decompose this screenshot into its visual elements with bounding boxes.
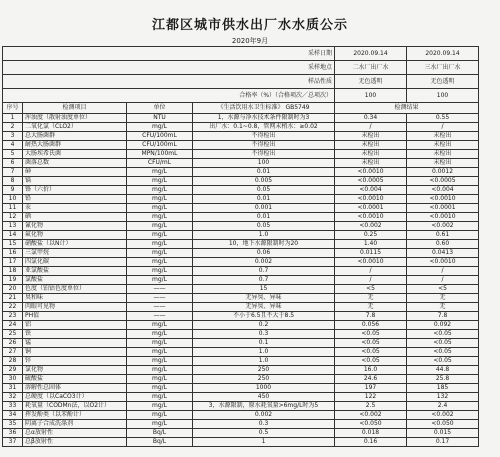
row-item: 总α放射性 bbox=[23, 429, 127, 438]
row-result-plant2: 无 bbox=[335, 303, 407, 312]
row-standard: 1，水源与净水技术条件限制时为3 bbox=[193, 114, 335, 123]
row-unit: mg/L bbox=[127, 258, 193, 267]
row-unit: mg/L bbox=[127, 321, 193, 330]
row-result-plant2: 0.0115 bbox=[335, 249, 407, 258]
table-row bbox=[3, 312, 479, 321]
table-row bbox=[3, 267, 479, 276]
row-result-plant2: 1.40 bbox=[335, 240, 407, 249]
row-unit: Bq/L bbox=[127, 438, 193, 447]
row-number: 13 bbox=[3, 222, 23, 231]
row-number: 29 bbox=[3, 366, 23, 375]
row-unit: mg/L bbox=[127, 222, 193, 231]
row-result-plant2: 0.25 bbox=[335, 231, 407, 240]
row-item: 大肠埃希氏菌 bbox=[23, 150, 127, 159]
row-result-plant2: <0.0010 bbox=[335, 258, 407, 267]
col-standard: 《生活饮用水卫生标准》 GB5749 bbox=[193, 103, 335, 114]
column-header-row bbox=[3, 103, 479, 114]
header-value-plant3: 2020.09.14 bbox=[407, 47, 479, 61]
row-number: 17 bbox=[3, 258, 23, 267]
row-item: 铜 bbox=[23, 348, 127, 357]
row-result-plant3: 未检出 bbox=[407, 159, 479, 168]
table-row bbox=[3, 294, 479, 303]
row-item: 耐热大肠菌群 bbox=[23, 141, 127, 150]
row-result-plant3: <0.0010 bbox=[407, 195, 479, 204]
row-standard: 1.0 bbox=[193, 357, 335, 366]
row-standard: 1 bbox=[193, 438, 335, 447]
row-standard: 15 bbox=[193, 285, 335, 294]
row-number: 34 bbox=[3, 411, 23, 420]
table-row bbox=[3, 303, 479, 312]
row-number: 5 bbox=[3, 150, 23, 159]
row-unit: mg/L bbox=[127, 267, 193, 276]
row-number: 31 bbox=[3, 384, 23, 393]
table-row bbox=[3, 366, 479, 375]
row-unit: mg/L bbox=[127, 168, 193, 177]
row-result-plant3: 未检出 bbox=[407, 150, 479, 159]
row-result-plant3: <0.05 bbox=[407, 357, 479, 366]
page-title: 江都区城市供水出厂水水质公示 bbox=[151, 18, 348, 33]
row-number: 23 bbox=[3, 312, 23, 321]
row-unit: mg/L bbox=[127, 375, 193, 384]
row-standard: 250 bbox=[193, 366, 335, 375]
row-item: 耗氧量（CODMn法，以O2计） bbox=[23, 402, 127, 411]
row-number: 11 bbox=[3, 204, 23, 213]
table-row bbox=[3, 240, 479, 249]
row-result-plant2: 未检出 bbox=[335, 141, 407, 150]
row-number: 7 bbox=[3, 168, 23, 177]
row-number: 35 bbox=[3, 420, 23, 429]
row-standard: 0.01 bbox=[193, 195, 335, 204]
row-result-plant2: 24.6 bbox=[335, 375, 407, 384]
row-number: 28 bbox=[3, 357, 23, 366]
row-item: 硒 bbox=[23, 213, 127, 222]
row-unit: mg/L bbox=[127, 249, 193, 258]
row-unit: mg/L bbox=[127, 240, 193, 249]
row-number: 19 bbox=[3, 276, 23, 285]
row-result-plant3: 0.61 bbox=[407, 231, 479, 240]
table-row bbox=[3, 339, 479, 348]
row-result-plant3: 132 bbox=[407, 393, 479, 402]
row-unit: mg/L bbox=[127, 411, 193, 420]
row-item: 阴离子合成洗涤剂 bbox=[23, 420, 127, 429]
row-number: 32 bbox=[3, 393, 23, 402]
row-item: 锌 bbox=[23, 357, 127, 366]
row-standard: 不小于6.5且不大于8.5 bbox=[193, 312, 335, 321]
row-result-plant2: / bbox=[335, 267, 407, 276]
row-result-plant2: <0.002 bbox=[335, 411, 407, 420]
table-row bbox=[3, 276, 479, 285]
row-result-plant3: <5 bbox=[407, 285, 479, 294]
table-row bbox=[3, 330, 479, 339]
row-standard: 不得检出 bbox=[193, 150, 335, 159]
row-result-plant2: 197 bbox=[335, 384, 407, 393]
table-row bbox=[3, 393, 479, 402]
header-value-plant2: 2020.09.14 bbox=[335, 47, 407, 61]
row-unit: mg/L bbox=[127, 420, 193, 429]
water-quality-table bbox=[2, 46, 479, 447]
row-item: 铁 bbox=[23, 330, 127, 339]
row-standard: 0.2 bbox=[193, 321, 335, 330]
row-standard: 100 bbox=[193, 159, 335, 168]
row-item: 总β放射性 bbox=[23, 438, 127, 447]
header-label: 合格率（%）（合格项次／总项次） bbox=[3, 89, 335, 103]
row-item: 硝酸盐（以N计） bbox=[23, 240, 127, 249]
table-row bbox=[3, 249, 479, 258]
header-label: 采样地点 bbox=[3, 61, 335, 75]
row-standard: 450 bbox=[193, 393, 335, 402]
row-result-plant2: <0.0010 bbox=[335, 213, 407, 222]
row-unit: mg/L bbox=[127, 348, 193, 357]
table-row bbox=[3, 132, 479, 141]
table-row bbox=[3, 420, 479, 429]
row-result-plant2: <0.0001 bbox=[335, 204, 407, 213]
row-item: 砷 bbox=[23, 168, 127, 177]
row-item: 锰 bbox=[23, 339, 127, 348]
header-row bbox=[3, 89, 479, 103]
row-result-plant2: <0.05 bbox=[335, 357, 407, 366]
row-result-plant3: <0.0005 bbox=[407, 177, 479, 186]
col-no: 序号 bbox=[3, 103, 23, 114]
table-row bbox=[3, 222, 479, 231]
row-unit: mg/L bbox=[127, 393, 193, 402]
row-standard: 不得检出 bbox=[193, 132, 335, 141]
row-item: PH值 bbox=[23, 312, 127, 321]
row-number: 20 bbox=[3, 285, 23, 294]
table-row bbox=[3, 114, 479, 123]
row-standard: 0.3 bbox=[193, 420, 335, 429]
table-row bbox=[3, 348, 479, 357]
header-row bbox=[3, 47, 479, 61]
row-number: 30 bbox=[3, 375, 23, 384]
row-result-plant2: 0.056 bbox=[335, 321, 407, 330]
table-row bbox=[3, 411, 479, 420]
row-unit: MPN/100mL bbox=[127, 150, 193, 159]
row-result-plant3: 185 bbox=[407, 384, 479, 393]
row-standard: 0.005 bbox=[193, 177, 335, 186]
row-unit: mg/L bbox=[127, 177, 193, 186]
row-standard: 0.01 bbox=[193, 168, 335, 177]
row-standard: 0.5 bbox=[193, 429, 335, 438]
row-standard: 0.01 bbox=[193, 213, 335, 222]
row-result-plant2: <0.05 bbox=[335, 339, 407, 348]
row-result-plant2: <0.05 bbox=[335, 330, 407, 339]
row-item: 二氧化氯（CLO2） bbox=[23, 123, 127, 132]
header-value-plant2: 100 bbox=[335, 89, 407, 103]
table-row bbox=[3, 186, 479, 195]
row-standard: 出厂水：0.1~0.8，管网末梢水：≥0.02 bbox=[193, 123, 335, 132]
row-item: 菌落总数 bbox=[23, 159, 127, 168]
row-unit: —— bbox=[127, 285, 193, 294]
row-result-plant2: 未检出 bbox=[335, 159, 407, 168]
row-item: 亚氯酸盐 bbox=[23, 267, 127, 276]
row-item: 镉 bbox=[23, 177, 127, 186]
table-row bbox=[3, 429, 479, 438]
header-value-plant3: 无色透明 bbox=[407, 75, 479, 89]
row-result-plant2: / bbox=[335, 276, 407, 285]
row-result-plant3: / bbox=[407, 267, 479, 276]
row-result-plant3: <0.050 bbox=[407, 420, 479, 429]
row-unit: CFU/mL bbox=[127, 159, 193, 168]
row-standard: 无异臭、异味 bbox=[193, 303, 335, 312]
row-result-plant3: <0.05 bbox=[407, 330, 479, 339]
table-row bbox=[3, 357, 479, 366]
table-row bbox=[3, 204, 479, 213]
row-unit: —— bbox=[127, 294, 193, 303]
row-result-plant2: <0.0010 bbox=[335, 168, 407, 177]
row-result-plant2: <0.0005 bbox=[335, 177, 407, 186]
row-result-plant2: <0.002 bbox=[335, 222, 407, 231]
row-unit: mg/L bbox=[127, 186, 193, 195]
row-result-plant3: 0.0413 bbox=[407, 249, 479, 258]
row-number: 24 bbox=[3, 321, 23, 330]
header-value-plant2: 无色透明 bbox=[335, 75, 407, 89]
col-unit: 单位 bbox=[127, 103, 193, 114]
table-row bbox=[3, 150, 479, 159]
row-unit: mg/L bbox=[127, 366, 193, 375]
row-result-plant3: 7.8 bbox=[407, 312, 479, 321]
table-row bbox=[3, 258, 479, 267]
row-item: 总硬度（以CaCO3计） bbox=[23, 393, 127, 402]
table-row bbox=[3, 285, 479, 294]
row-unit: mg/L bbox=[127, 276, 193, 285]
table-row bbox=[3, 375, 479, 384]
row-result-plant3: <0.0010 bbox=[407, 258, 479, 267]
row-number: 2 bbox=[3, 123, 23, 132]
table-row bbox=[3, 321, 479, 330]
row-result-plant2: 0.018 bbox=[335, 429, 407, 438]
row-result-plant2: <0.05 bbox=[335, 348, 407, 357]
row-standard: 0.002 bbox=[193, 411, 335, 420]
row-result-plant3: 44.8 bbox=[407, 366, 479, 375]
row-result-plant3: 0.0012 bbox=[407, 168, 479, 177]
row-standard: 10，地下水源限制时为20 bbox=[193, 240, 335, 249]
row-standard: 无异臭、异味 bbox=[193, 294, 335, 303]
row-number: 3 bbox=[3, 132, 23, 141]
header-value-plant3: 100 bbox=[407, 89, 479, 103]
table-body bbox=[3, 47, 479, 447]
row-item: 臭和味 bbox=[23, 294, 127, 303]
row-result-plant3: <0.05 bbox=[407, 339, 479, 348]
row-number: 12 bbox=[3, 213, 23, 222]
row-result-plant2: 未检出 bbox=[335, 150, 407, 159]
row-standard: 0.05 bbox=[193, 222, 335, 231]
row-number: 36 bbox=[3, 429, 23, 438]
row-standard: 0.001 bbox=[193, 204, 335, 213]
row-unit: CFU/100mL bbox=[127, 141, 193, 150]
row-unit: NTU bbox=[127, 114, 193, 123]
row-number: 27 bbox=[3, 348, 23, 357]
row-unit: mg/L bbox=[127, 384, 193, 393]
row-number: 33 bbox=[3, 402, 23, 411]
row-unit: CFU/100mL bbox=[127, 132, 193, 141]
row-number: 9 bbox=[3, 186, 23, 195]
row-unit: mg/L bbox=[127, 330, 193, 339]
row-unit: mg/L bbox=[127, 195, 193, 204]
row-result-plant3: 未检出 bbox=[407, 141, 479, 150]
table-row bbox=[3, 384, 479, 393]
row-unit: —— bbox=[127, 303, 193, 312]
row-standard: 0.7 bbox=[193, 267, 335, 276]
report-month: 2020年9月 bbox=[231, 37, 269, 45]
row-unit: mg/L bbox=[127, 339, 193, 348]
table-row bbox=[3, 168, 479, 177]
header-row bbox=[3, 61, 479, 75]
row-item: 浑浊度（散射浊度单位） bbox=[23, 114, 127, 123]
row-number: 25 bbox=[3, 330, 23, 339]
row-number: 14 bbox=[3, 231, 23, 240]
row-item: 氟化物 bbox=[23, 231, 127, 240]
row-unit: mg/L bbox=[127, 231, 193, 240]
row-number: 18 bbox=[3, 267, 23, 276]
row-result-plant2: / bbox=[335, 123, 407, 132]
row-result-plant2: 122 bbox=[335, 393, 407, 402]
row-number: 16 bbox=[3, 249, 23, 258]
row-item: 三氯甲烷 bbox=[23, 249, 127, 258]
row-result-plant2: 未检出 bbox=[335, 132, 407, 141]
row-result-plant3: <0.05 bbox=[407, 348, 479, 357]
row-result-plant2: <0.0010 bbox=[335, 195, 407, 204]
row-unit: Bq/L bbox=[127, 429, 193, 438]
table-row bbox=[3, 177, 479, 186]
row-result-plant3: 25.8 bbox=[407, 375, 479, 384]
row-item: 铅 bbox=[23, 195, 127, 204]
col-item: 检测项目 bbox=[23, 103, 127, 114]
row-result-plant3: 无 bbox=[407, 294, 479, 303]
row-number: 21 bbox=[3, 294, 23, 303]
row-item: 铬（六价） bbox=[23, 186, 127, 195]
row-number: 26 bbox=[3, 339, 23, 348]
row-result-plant2: 0.34 bbox=[335, 114, 407, 123]
row-result-plant2: 0.16 bbox=[335, 438, 407, 447]
row-number: 4 bbox=[3, 141, 23, 150]
row-result-plant3: 0.60 bbox=[407, 240, 479, 249]
row-number: 22 bbox=[3, 303, 23, 312]
table-row bbox=[3, 231, 479, 240]
row-result-plant3: <0.0001 bbox=[407, 204, 479, 213]
row-result-plant2: 2.5 bbox=[335, 402, 407, 411]
row-standard: 0.1 bbox=[193, 339, 335, 348]
row-result-plant3: <0.0010 bbox=[407, 213, 479, 222]
row-item: 溶解性总固体 bbox=[23, 384, 127, 393]
row-standard: 1000 bbox=[193, 384, 335, 393]
row-result-plant2: 7.8 bbox=[335, 312, 407, 321]
row-unit: mg/L bbox=[127, 213, 193, 222]
row-item: 硫酸盐 bbox=[23, 375, 127, 384]
row-result-plant3: 2.4 bbox=[407, 402, 479, 411]
row-result-plant3: <0.002 bbox=[407, 411, 479, 420]
row-result-plant3: <0.002 bbox=[407, 222, 479, 231]
row-item: 铝 bbox=[23, 321, 127, 330]
row-result-plant3: 无 bbox=[407, 303, 479, 312]
row-item: 总大肠菌群 bbox=[23, 132, 127, 141]
row-result-plant2: 无 bbox=[335, 294, 407, 303]
row-result-plant2: <5 bbox=[335, 285, 407, 294]
row-standard: 不得检出 bbox=[193, 141, 335, 150]
table-row bbox=[3, 402, 479, 411]
row-number: 1 bbox=[3, 114, 23, 123]
header-value-plant2: 二水厂出厂水 bbox=[335, 61, 407, 75]
row-result-plant2: <0.004 bbox=[335, 186, 407, 195]
row-result-plant3: 未检出 bbox=[407, 132, 479, 141]
header-label: 采样日期 bbox=[3, 47, 335, 61]
header-label: 样品性质 bbox=[3, 75, 335, 89]
table-row bbox=[3, 438, 479, 447]
row-standard: 0.05 bbox=[193, 186, 335, 195]
row-result-plant2: 16.0 bbox=[335, 366, 407, 375]
row-result-plant3: / bbox=[407, 123, 479, 132]
row-item: 四氯化碳 bbox=[23, 258, 127, 267]
table-row bbox=[3, 123, 479, 132]
header-row bbox=[3, 75, 479, 89]
row-result-plant3: / bbox=[407, 276, 479, 285]
row-result-plant3: 0.015 bbox=[407, 429, 479, 438]
row-standard: 0.7 bbox=[193, 276, 335, 285]
table-row bbox=[3, 159, 479, 168]
col-results: 检测结果 bbox=[335, 103, 479, 114]
row-result-plant3: <0.004 bbox=[407, 186, 479, 195]
row-standard: 1.0 bbox=[193, 231, 335, 240]
row-result-plant3: 0.55 bbox=[407, 114, 479, 123]
row-item: 挥发酚类（以苯酚计） bbox=[23, 411, 127, 420]
row-number: 15 bbox=[3, 240, 23, 249]
row-number: 6 bbox=[3, 159, 23, 168]
row-unit: —— bbox=[127, 312, 193, 321]
row-standard: 0.3 bbox=[193, 330, 335, 339]
header-value-plant3: 三水厂出厂水 bbox=[407, 61, 479, 75]
row-item: 氯化物 bbox=[23, 366, 127, 375]
table-row bbox=[3, 141, 479, 150]
row-standard: 0.002 bbox=[193, 258, 335, 267]
row-result-plant3: 0.17 bbox=[407, 438, 479, 447]
row-result-plant3: 0.092 bbox=[407, 321, 479, 330]
row-item: 肉眼可见物 bbox=[23, 303, 127, 312]
row-item: 氯酸盐 bbox=[23, 276, 127, 285]
row-unit: mg/L bbox=[127, 402, 193, 411]
row-item: 氰化物 bbox=[23, 222, 127, 231]
row-item: 色度（铂钴色度单位） bbox=[23, 285, 127, 294]
row-standard: 0.06 bbox=[193, 249, 335, 258]
row-unit: mg/L bbox=[127, 357, 193, 366]
row-standard: 1.0 bbox=[193, 348, 335, 357]
row-unit: mg/L bbox=[127, 123, 193, 132]
row-number: 10 bbox=[3, 195, 23, 204]
row-standard: 250 bbox=[193, 375, 335, 384]
table-row bbox=[3, 195, 479, 204]
row-number: 8 bbox=[3, 177, 23, 186]
row-unit: mg/L bbox=[127, 204, 193, 213]
row-result-plant2: <0.050 bbox=[335, 420, 407, 429]
row-item: 汞 bbox=[23, 204, 127, 213]
row-standard: 3，水源限制，原水耗氧量>6mg/L时为5 bbox=[193, 402, 335, 411]
table-row bbox=[3, 213, 479, 222]
row-number: 37 bbox=[3, 438, 23, 447]
